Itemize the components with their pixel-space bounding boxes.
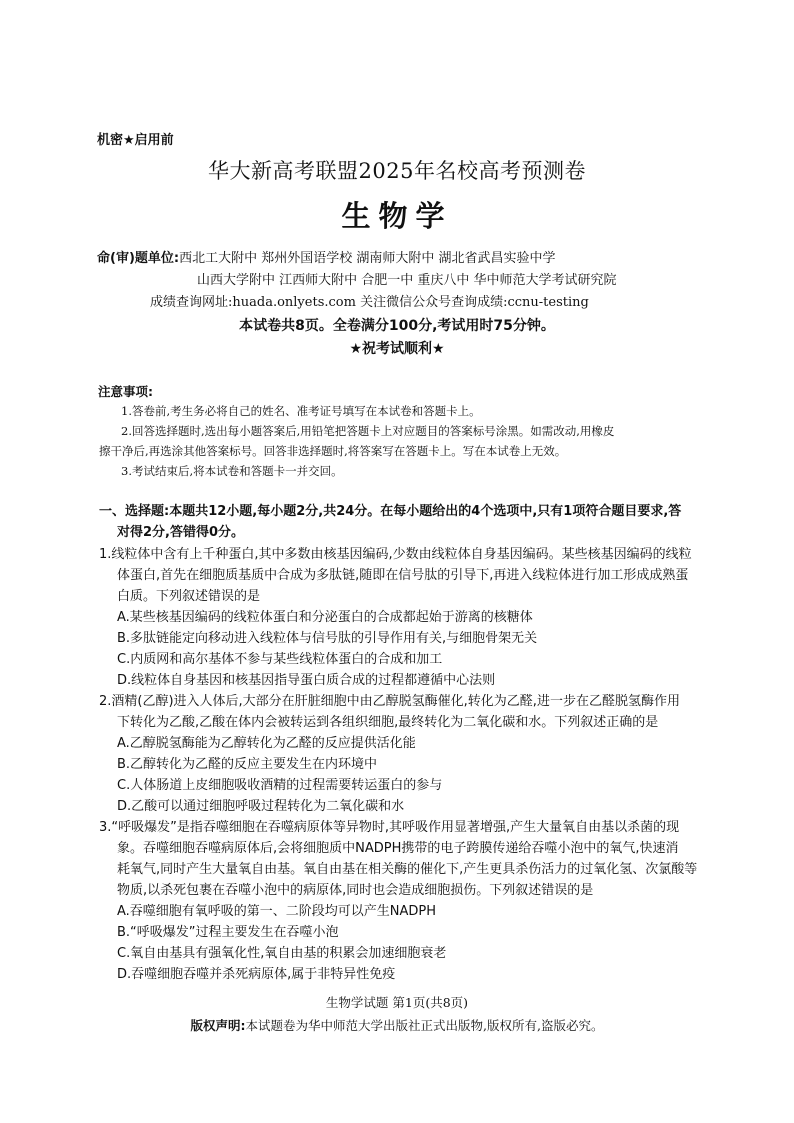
copyright-text: 本试题卷为华中师范大学出版社正式出版物,版权所有,盗版必究。 <box>245 1018 604 1033</box>
question-2-stem: 下转化为乙酸,乙酸在体内会被转运到各组织细胞,最终转化为二氧化碳和水。下列叙述正确的是 <box>117 715 659 730</box>
question-1-option-d: D.线粒体自身基因和核基因指导蛋白质合成的过程都遵循中心法则 <box>117 673 496 688</box>
question-1-option-c: C.内质网和高尔基体不参与某些线粒体蛋白的合成和加工 <box>117 652 443 667</box>
notes-heading: 注意事项: <box>98 384 153 399</box>
question-2-option-b: B.乙醇转化为乙醛的反应主要发生在内环境中 <box>117 757 378 772</box>
note-item: 3.考试结束后,将本试卷和答题卡一并交回。 <box>121 464 343 478</box>
question-3-stem: 耗氧气,同时产生大量氧自由基。氧自由基在相关酶的催化下,产生更具杀伤活力的过氧化氢、次氯酸等 <box>117 862 698 877</box>
score-query-line: 成绩查询网址:huada.onlyets.com 关注微信公众号查询成绩:ccnu-testing <box>150 295 589 310</box>
note-item: 1.答卷前,考生务必将自己的姓名、准考证号填写在本试卷和答题卡上。 <box>121 404 481 418</box>
question-3-stem: 象。吞噬细胞吞噬病原体后,会将细胞质中NADPH携带的电子跨膜传递给吞噬小泡中的氧气,快速消 <box>117 841 679 856</box>
authoring-units-list1: 西北工大附中 郑州外国语学校 湖南师大附中 湖北省武昌实验中学 <box>179 251 556 266</box>
question-3-option-c: C.氧自由基具有强氧化性,氧自由基的积累会加速细胞衰老 <box>117 946 447 961</box>
section-heading: 一、选择题:本题共12小题,每小题2分,共24分。在每小题给出的4个选项中,只有1项符合题目要求,答 <box>99 504 682 519</box>
note-item: 擦干净后,再选涂其他答案标号。回答非选择题时,将答案写在答题卡上。写在本试卷上无效。 <box>99 444 567 458</box>
question-1-stem: 白质。下列叙述错误的是 <box>117 589 261 604</box>
question-1-option-b: B.多肽链能定向移动进入线粒体与信号肽的引导作用有关,与细胞骨架无关 <box>117 631 538 646</box>
question-3-option-b: B.“呼吸爆发”过程主要发生在吞噬小泡 <box>117 925 339 940</box>
copyright-label: 版权声明: <box>190 1018 246 1033</box>
good-luck-banner: ★祝考试顺利★ <box>349 341 445 357</box>
authoring-units-line1 <box>97 247 556 266</box>
question-1-stem: 1.线粒体中含有上千种蛋白,其中多数由核基因编码,少数由线粒体自身基因编码。某些核基因编码的线粒 <box>99 547 692 562</box>
copyright-notice <box>0 1016 794 1034</box>
question-1-option-a: A.某些核基因编码的线粒体蛋白和分泌蛋白的合成都起始于游离的核糖体 <box>117 610 533 625</box>
section-heading-cont: 对得2分,答错得0分。 <box>117 525 245 540</box>
question-3-option-d: D.吞噬细胞吞噬并杀死病原体,属于非特异性免疫 <box>117 967 396 982</box>
question-3-stem: 物质,以杀死包裹在吞噬小泡中的病原体,同时也会造成细胞损伤。下列叙述错误的是 <box>117 883 594 898</box>
question-3-stem: 3.“呼吸爆发”是指吞噬细胞在吞噬病原体等异物时,其呼吸作用显著增强,产生大量氧自由基以杀菌的现 <box>99 820 680 835</box>
subject-title: 生物学 <box>341 199 453 233</box>
question-2-option-a: A.乙醇脱氢酶能为乙醇转化为乙醛的反应提供活化能 <box>117 736 416 751</box>
question-2-stem: 2.酒精(乙醇)进入人体后,大部分在肝脏细胞中由乙醇脱氢酶催化,转化为乙醛,进一步在乙醛脱氢酶作用 <box>99 694 680 709</box>
authoring-units-line2: 山西大学附中 江西师大附中 合肥一中 重庆八中 华中师范大学考试研究院 <box>197 273 617 288</box>
question-1-stem: 体蛋白,首先在细胞质基质中合成为多肽链,随即在信号肽的引导下,再进入线粒体进行加工形成成熟蛋 <box>117 568 689 583</box>
authoring-units-label: 命(审)题单位: <box>97 251 180 266</box>
confidential-label: 机密★启用前 <box>97 133 174 148</box>
question-2-option-d: D.乙酸可以通过细胞呼吸过程转化为二氧化碳和水 <box>117 799 405 814</box>
exam-title: 华大新高考联盟2025年名校高考预测卷 <box>208 159 586 183</box>
question-3-option-a: A.吞噬细胞有氧呼吸的第一、二阶段均可以产生NADPH <box>117 904 437 919</box>
question-2-option-c: C.人体肠道上皮细胞吸收酒精的过程需要转运蛋白的参与 <box>117 778 443 793</box>
exam-info: 本试卷共8页。全卷满分100分,考试用时75分钟。 <box>239 318 555 334</box>
note-item: 2.回答选择题时,选出每小题答案后,用铅笔把答题卡上对应题目的答案标号涂黑。如需改动,用橡皮 <box>121 424 615 438</box>
page-footer: 生物学试题 第1页(共8页) <box>325 995 469 1010</box>
